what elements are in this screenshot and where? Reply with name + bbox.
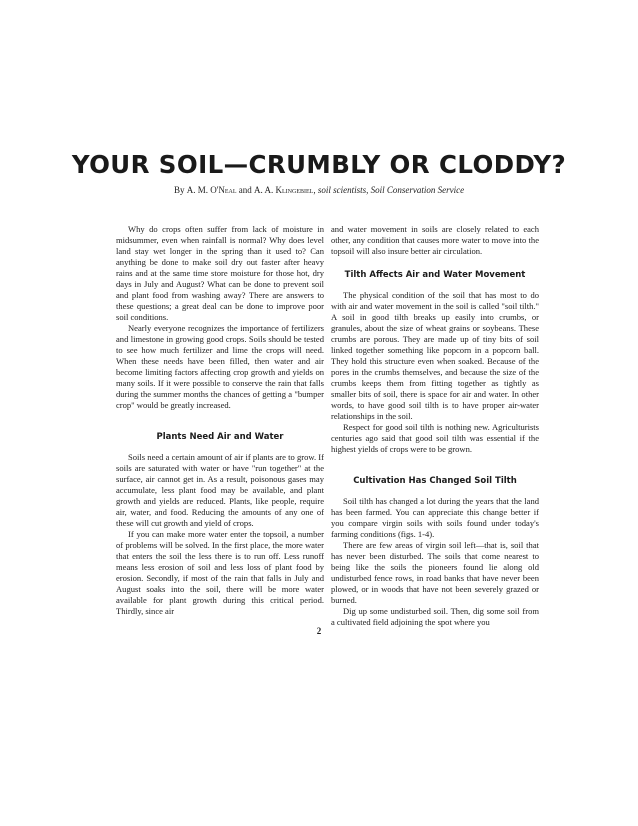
paragraph: Soils need a certain amount of air if plants are to grow. If soils are saturated with water or have "run together" at the surface, air cannot get in. As a result, poisonous gases may accumulate, less plant food may be available, and plant growth and yields are reduced. Plants, like people, require air, water, and food. Reducing the amounts of any one of these will cut growth and yield of crops. xyxy=(116,452,324,528)
right-column xyxy=(331,224,539,628)
paragraph: Soil tilth has changed a lot during the years that the land has been farmed. You can appreciate this change better if you compare virgin soils with soils found under today's farming conditions (figs. 1-4). xyxy=(331,496,539,539)
paragraph: Dig up some undisturbed soil. Then, dig some soil from a cultivated field adjoining the spot where you xyxy=(331,606,539,627)
paragraph: If you can make more water enter the topsoil, a number of problems will be solved. In the first place, the more water that enters the soil the less there is to run off. Less runoff means less erosion of soil and less loss of plant food by erosion. Secondly, if most of the rain that falls in July and August soaks into the soil, there will be more water available for plant growth during this critical period. Thirdly, since air xyxy=(116,529,324,616)
paragraph: Respect for good soil tilth is nothing new. Agriculturists centuries ago said that good soil tilth was essential if the highest yields of crops were to be grown. xyxy=(331,422,539,454)
paragraph: There are few areas of virgin soil left—that is, soil that has never been disturbed. The soils that come nearest to being like the soils the pioneers found lie along old undisturbed fence rows, in road banks that have never been plowed, or in woods that have not been severely grazed or burned. xyxy=(331,540,539,605)
byline-author-1: A. M. O'Neal xyxy=(186,185,237,195)
paragraph: The physical condition of the soil that has most to do with air and water movement in the soil is called "soil tilth." A soil in good tilth breaks up easily into crumbs, or granules, about the size of wheat grains or soybeans. These crumbs are porous. They are made up of tiny bits of soil linked together something like popcorn in a popcorn ball. They hold this structure even when soaked. Because of the pores in the crumbs themselves, and because the size of the crumbs keeps them from fitting together as tightly as smaller bits of soil, there is space for air and water. In other words, to have good soil tilth is to have proper air-water relationships in the soil. xyxy=(331,290,539,421)
byline xyxy=(0,185,638,195)
paragraph: Why do crops often suffer from lack of moisture in midsummer, even when rainfall is normal? Why does level land stay wet longer in the spring than it used to? Can anything be done to make soil dry out faster after heavy rains and at the same time store moisture for those hot, dry days in July and August? What can be done to prevent soil and plant food from washing away? There are answers to these questions; a great deal can be done to improve poor soil conditions. xyxy=(116,224,324,322)
byline-by: By xyxy=(173,185,185,195)
byline-and: and xyxy=(238,185,252,195)
article-title: YOUR SOIL—CRUMBLY OR CLODDY? xyxy=(71,150,567,179)
byline-affiliation: soil scientists, Soil Conservation Service xyxy=(317,185,465,195)
left-column xyxy=(116,224,324,617)
section-heading-plants-need-air-and-water: Plants Need Air and Water xyxy=(156,432,284,442)
section-heading-tilth-affects-air-and-water-movement: Tilth Affects Air and Water Movement xyxy=(344,270,526,280)
page-number: 2 xyxy=(316,626,322,636)
paragraph: Nearly everyone recognizes the importance of fertilizers and limestone in growing good crops. Soils should be tested to see how much fertilizer and lime the crops will need. When these needs have been filled, then water and air become limiting factors affecting crop growth and yields on many soils. If it were possible to conserve the rain that falls during the summer months the chances of getting a "bumper crop" would be greatly increased. xyxy=(116,323,324,410)
byline-author-2: A. A. Klingebiel, xyxy=(254,185,316,195)
paragraph-continuation: and water movement in soils are closely related to each other, any condition that causes more water to move into the topsoil will also insure better air circulation. xyxy=(331,224,539,256)
section-heading-cultivation-has-changed-soil-tilth: Cultivation Has Changed Soil Tilth xyxy=(353,476,517,486)
